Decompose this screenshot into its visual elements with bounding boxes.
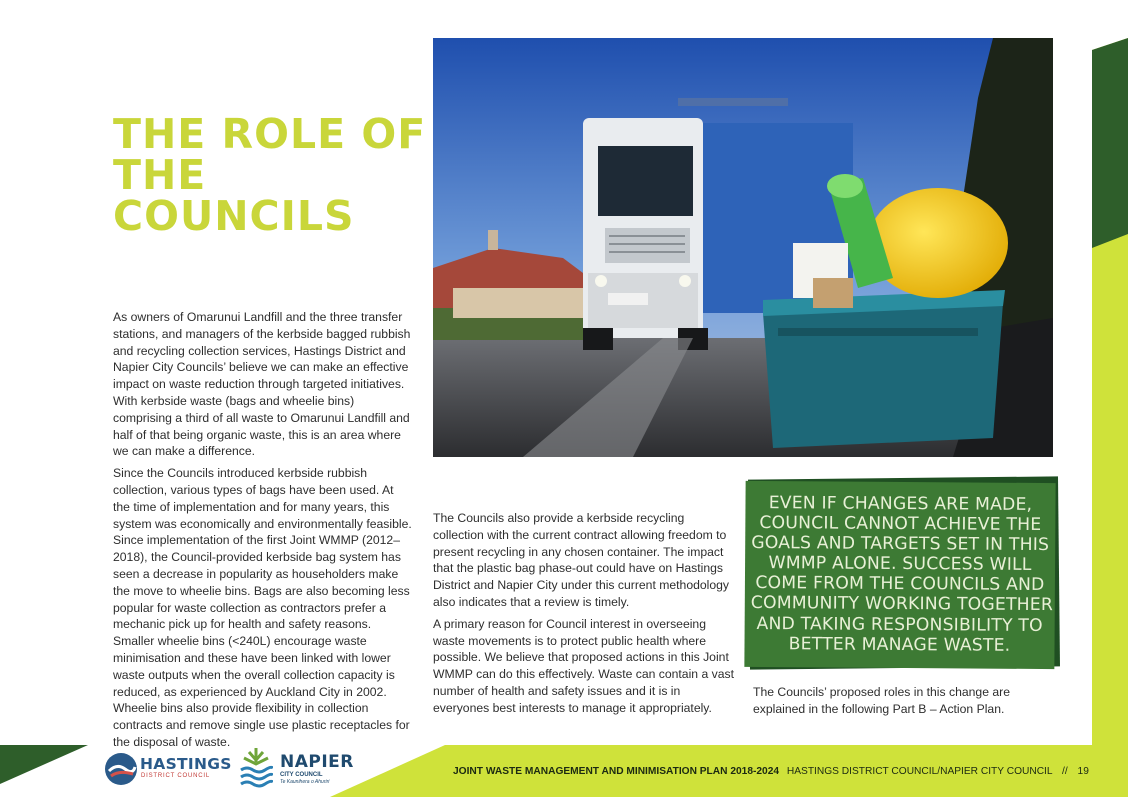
body-column-right <box>753 684 1053 723</box>
napier-logo-icon <box>239 746 273 790</box>
pullquote-line: COMMUNITY WORKING TOGETHER <box>750 593 1054 616</box>
page-number: 19 <box>1077 766 1089 777</box>
page-title-line-2: THE COUNCILS <box>113 151 355 240</box>
napier-wordmark <box>280 753 354 786</box>
right-edge-decoration <box>1089 38 1128 758</box>
pullquote-line: COUNCIL CANNOT ACHIEVE THE <box>759 513 1042 536</box>
hastings-wordmark <box>140 756 232 780</box>
page-title-line-1: THE ROLE OF <box>113 110 427 158</box>
footer-document-title: JOINT WASTE MANAGEMENT AND MINIMISATION PLAN 2018-2024 <box>453 766 780 777</box>
pullquote-line: EVEN IF CHANGES ARE MADE, <box>768 493 1033 515</box>
pullquote <box>744 481 1055 669</box>
hastings-sub: DISTRICT COUNCIL <box>141 773 211 779</box>
hastings-name: HASTINGS <box>140 755 232 773</box>
napier-sub: CITY COUNCIL <box>280 772 323 778</box>
pullquote-line: GOALS AND TARGETS SET IN THIS <box>751 533 1050 556</box>
footer-separator: // <box>1062 766 1068 777</box>
body-column-middle <box>433 510 735 722</box>
pullquote-line: WMMP ALONE. SUCCESS WILL <box>768 553 1032 576</box>
body-column-left <box>113 309 413 756</box>
paragraph: Since the Councils introduced kerbside rubbish collection, various types of bags have been used. At the time of implementation and for many years, this system was economically and environmentally feasible. Since implementation of the first Joint WMMP (2012–2018), the Council-provided kerbside bag system has seen a decrease in popularity as householders make the move to wheelie bins. Bags are also becoming less popular for waste collection as contractors prefer a mechanic pick up for health and safety reasons. Smaller wheelie bins (<240L) encourage waste minimisation and these have been linked with lower waste outputs when the overall collection capacity is reduced, as experienced by Auckland City in 2002. Wheelie bins also provide flexibility in collection contracts and remove single use plastic receptacles for the disposal of waste. <box>113 466 412 749</box>
paragraph: As owners of Omarunui Landfill and the three transfer stations, and managers of the kerbside bagged rubbish and recycling collection services, Hastings District and Napier City Councils’ believe we can make an effective impact on waste reduction through targeted initiatives. With kerbside waste (bags and wheelie bins) comprising a third of all waste to Omarunui Landfill and half of that being organic waste, this is an area where we can make a difference. <box>113 310 411 459</box>
paragraph: The Councils’ proposed roles in this change are explained in the following Part B – Action Plan. <box>753 685 1010 716</box>
pullquote-line: AND TAKING RESPONSIBILITY TO <box>756 613 1043 636</box>
paragraph: A primary reason for Council interest in overseeing waste movements is to protect public health where possible. We believe that proposed actions in this Joint WMMP can do this effectively. Waste can contain a vast number of health and safety issues and it is in everyones best interests to manage it appropriately. <box>433 616 734 715</box>
napier-tagline: Te Kaunihera o Ahuriri <box>280 779 330 785</box>
garbage-truck-photo <box>433 38 1053 457</box>
footer-running-title <box>453 766 1089 777</box>
page-title <box>113 110 433 240</box>
footer-organisation: HASTINGS DISTRICT COUNCIL/NAPIER CITY COUNCIL <box>786 766 1053 777</box>
napier-name: NAPIER <box>280 752 354 772</box>
pullquote-line: COME FROM THE COUNCILS AND <box>755 573 1045 596</box>
photo-illustration <box>433 38 1053 457</box>
pullquote-line: BETTER MANAGE WASTE. <box>788 633 1011 656</box>
paragraph: The Councils also provide a kerbside recycling collection with the current contract allowing freedom to present recycling in any chosen container. The impact that the plastic bag phase-out could have on Hastings District and Napier City under this current methodology also indicates that a review is timely. <box>433 511 730 609</box>
